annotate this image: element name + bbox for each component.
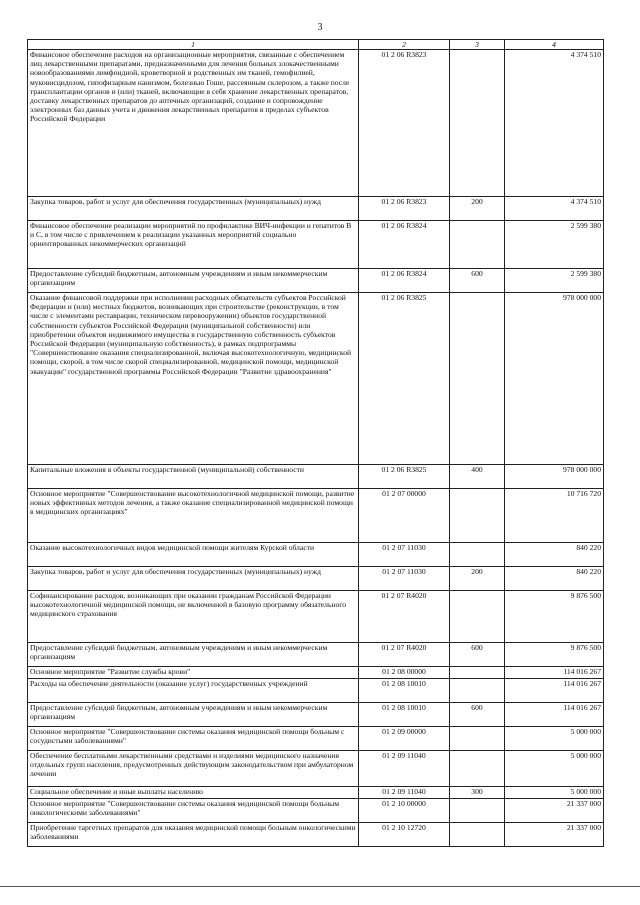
- row-expense-type: 400: [450, 465, 505, 489]
- table-row: [28, 197, 604, 221]
- row-name: Основное мероприятие "Развитие службы крови": [28, 667, 359, 679]
- row-amount: 21 337 000: [505, 823, 604, 847]
- row-name: Расходы на обеспечение деятельности (оказание услуг) государственных учреждений: [28, 679, 359, 703]
- table-row: [28, 787, 604, 799]
- row-code: 01 2 09 00000: [359, 727, 450, 751]
- row-code: 01 2 10 12720: [359, 823, 450, 847]
- page-bottom-rule: [0, 886, 640, 887]
- row-expense-type: [450, 751, 505, 787]
- row-expense-type: 200: [450, 567, 505, 591]
- row-amount: 5 000 000: [505, 727, 604, 751]
- row-name: Закупка товаров, работ и услуг для обеспечения государственных (муниципальных) нужд: [28, 197, 359, 221]
- table-header-row: [28, 40, 604, 50]
- table-row: [28, 50, 604, 197]
- row-code: 01 2 08 10010: [359, 679, 450, 703]
- row-name: Предоставление субсидий бюджетным, автономным учреждениям и иным некоммерческим организациям: [28, 703, 359, 727]
- row-name: Основное мероприятие "Совершенствование системы оказания медицинской помощи больным онкологическими заболеваниями": [28, 799, 359, 823]
- row-name: Оказание высокотехнологичных видов медицинской помощи жителям Курской области: [28, 543, 359, 567]
- row-expense-type: [450, 823, 505, 847]
- page-number: 3: [317, 22, 323, 33]
- table-row: [28, 703, 604, 727]
- row-name: Основное мероприятие "Совершенствование высокотехнологичной медицинской помощи, развитие новых эффективных методов лечения, а также оказание специализированной медицинской помощи в медицинских организациях": [28, 489, 359, 543]
- row-amount: 114 016 267: [505, 667, 604, 679]
- row-code: 01 2 06 R3825: [359, 293, 450, 465]
- row-amount: 4 374 510: [505, 197, 604, 221]
- row-expense-type: [450, 679, 505, 703]
- table-row: [28, 823, 604, 847]
- row-code: 01 2 06 R3824: [359, 221, 450, 269]
- row-amount: 978 000 000: [505, 293, 604, 465]
- row-code: 01 2 06 R3823: [359, 197, 450, 221]
- row-amount: 9 876 500: [505, 591, 604, 643]
- row-code: 01 2 07 R4020: [359, 591, 450, 643]
- table-row: [28, 591, 604, 643]
- table-row: [28, 727, 604, 751]
- table-row: [28, 567, 604, 591]
- table-row: [28, 465, 604, 489]
- row-code: 01 2 07 11030: [359, 543, 450, 567]
- row-expense-type: [450, 221, 505, 269]
- row-name: Предоставление субсидий бюджетным, автономным учреждениям и иным некоммерческим организациям: [28, 643, 359, 667]
- row-name: Обеспечение бесплатными лекарственными средствами и изделиями медицинского назначения отдельных групп населения, предусмотренных действующим законодательством при амбулаторном лечении: [28, 751, 359, 787]
- row-amount: 840 220: [505, 567, 604, 591]
- table-row: [28, 799, 604, 823]
- row-expense-type: 600: [450, 643, 505, 667]
- row-name: Основное мероприятие "Совершенствование системы оказания медицинской помощи больным с сосудистыми заболеваниями": [28, 727, 359, 751]
- row-code: 01 2 06 R3825: [359, 465, 450, 489]
- row-expense-type: [450, 799, 505, 823]
- row-code: 01 2 08 10010: [359, 703, 450, 727]
- row-name: Приобретение таргетных препаратов для оказания медицинской помощи больным онкологическими заболеваниями: [28, 823, 359, 847]
- table-row: [28, 543, 604, 567]
- row-expense-type: [450, 50, 505, 197]
- table-row: [28, 221, 604, 269]
- row-amount: 5 000 000: [505, 787, 604, 799]
- row-code: 01 2 08 00000: [359, 667, 450, 679]
- table-row: [28, 751, 604, 787]
- row-expense-type: [450, 543, 505, 567]
- row-expense-type: 200: [450, 197, 505, 221]
- row-name: Оказание финансовой поддержки при исполнении расходных обязательств субъектов Российской Федерации и (или) местных бюджетов, возникающих при строительстве (реконструкции, в том числе с элементами реставрации, техническом перевооружении) объектов государственной собственности субъектов Российской Федерации (муниципальной собственности) или приобретении объектов недвижимого имущества в государственную собственность субъектов Российской Федерации (муниципальную собственность), в рамках подпрограммы "Совершенствование оказания специализированной, включая высокотехнологичную, медицинской помощи, скорой, в том числе скорой специализированной, медицинской помощи, медицинской эвакуации" государственной программы Российской Федерации "Развитие здравоохранения": [28, 293, 359, 465]
- row-code: 01 2 07 00000: [359, 489, 450, 543]
- row-amount: 840 220: [505, 543, 604, 567]
- row-name: Закупка товаров, работ и услуг для обеспечения государственных (муниципальных) нужд: [28, 567, 359, 591]
- table-row: [28, 293, 604, 465]
- row-amount: 10 716 720: [505, 489, 604, 543]
- table-row: [28, 679, 604, 703]
- row-name: Предоставление субсидий бюджетным, автономным учреждениям и иным некоммерческим организациям: [28, 269, 359, 293]
- table-row: [28, 667, 604, 679]
- row-code: 01 2 06 R3824: [359, 269, 450, 293]
- row-amount: 114 016 267: [505, 703, 604, 727]
- table-row: [28, 489, 604, 543]
- table-row: [28, 269, 604, 293]
- row-expense-type: [450, 591, 505, 643]
- row-amount: 2 599 380: [505, 221, 604, 269]
- row-expense-type: [450, 667, 505, 679]
- row-code: 01 2 07 R4020: [359, 643, 450, 667]
- row-amount: 9 876 500: [505, 643, 604, 667]
- row-amount: 4 374 510: [505, 50, 604, 197]
- row-code: 01 2 10 00000: [359, 799, 450, 823]
- row-expense-type: [450, 489, 505, 543]
- budget-table: [27, 39, 604, 847]
- row-expense-type: 600: [450, 269, 505, 293]
- row-expense-type: [450, 727, 505, 751]
- row-code: 01 2 09 11040: [359, 787, 450, 799]
- row-expense-type: [450, 293, 505, 465]
- column-header-1: 1: [28, 40, 359, 50]
- row-amount: 5 000 000: [505, 751, 604, 787]
- column-header-3: 3: [450, 40, 505, 50]
- column-header-2: 2: [359, 40, 450, 50]
- row-amount: 21 337 000: [505, 799, 604, 823]
- row-name: Социальное обеспечение и иные выплаты населению: [28, 787, 359, 799]
- row-amount: 114 016 267: [505, 679, 604, 703]
- row-code: 01 2 09 11040: [359, 751, 450, 787]
- row-expense-type: 300: [450, 787, 505, 799]
- row-code: 01 2 06 R3823: [359, 50, 450, 197]
- row-code: 01 2 07 11030: [359, 567, 450, 591]
- row-amount: 2 599 380: [505, 269, 604, 293]
- row-amount: 978 000 000: [505, 465, 604, 489]
- column-header-4: 4: [505, 40, 604, 50]
- row-expense-type: 600: [450, 703, 505, 727]
- row-name: Финансовое обеспечение реализации мероприятий по профилактике ВИЧ-инфекции и гепатитов В и С, в том числе с привлечением к реализации указанных мероприятий социально ориентированных некоммерческих организаций: [28, 221, 359, 269]
- table-row: [28, 643, 604, 667]
- row-name: Софинансирование расходов, возникающих при оказании гражданам Российской Федерации высокотехнологичной медицинской помощи, не включенной в базовую программу обязательного медицинского страхования: [28, 591, 359, 643]
- row-name: Финансовое обеспечение расходов на организационные мероприятия, связанные с обеспечением лиц лекарственными препаратами, предназначенными для лечения больных злокачественными новообразованиями лимфоидной, кроветворной и родственных им тканей, гемофилией, муковисцидозом, гипофизарным нанизмом, болезнью Гоше, рассеянным склерозом, а также после трансплантации органов и (или) тканей, включающие в себя хранение лекарственных препаратов, доставку лекарственных препаратов до аптечных организаций, создание и сопровождение электронных баз данных учета и движения лекарственных препаратов в пределах субъектов Российской Федерации: [28, 50, 359, 197]
- row-name: Капитальные вложения в объекты государственной (муниципальной) собственности: [28, 465, 359, 489]
